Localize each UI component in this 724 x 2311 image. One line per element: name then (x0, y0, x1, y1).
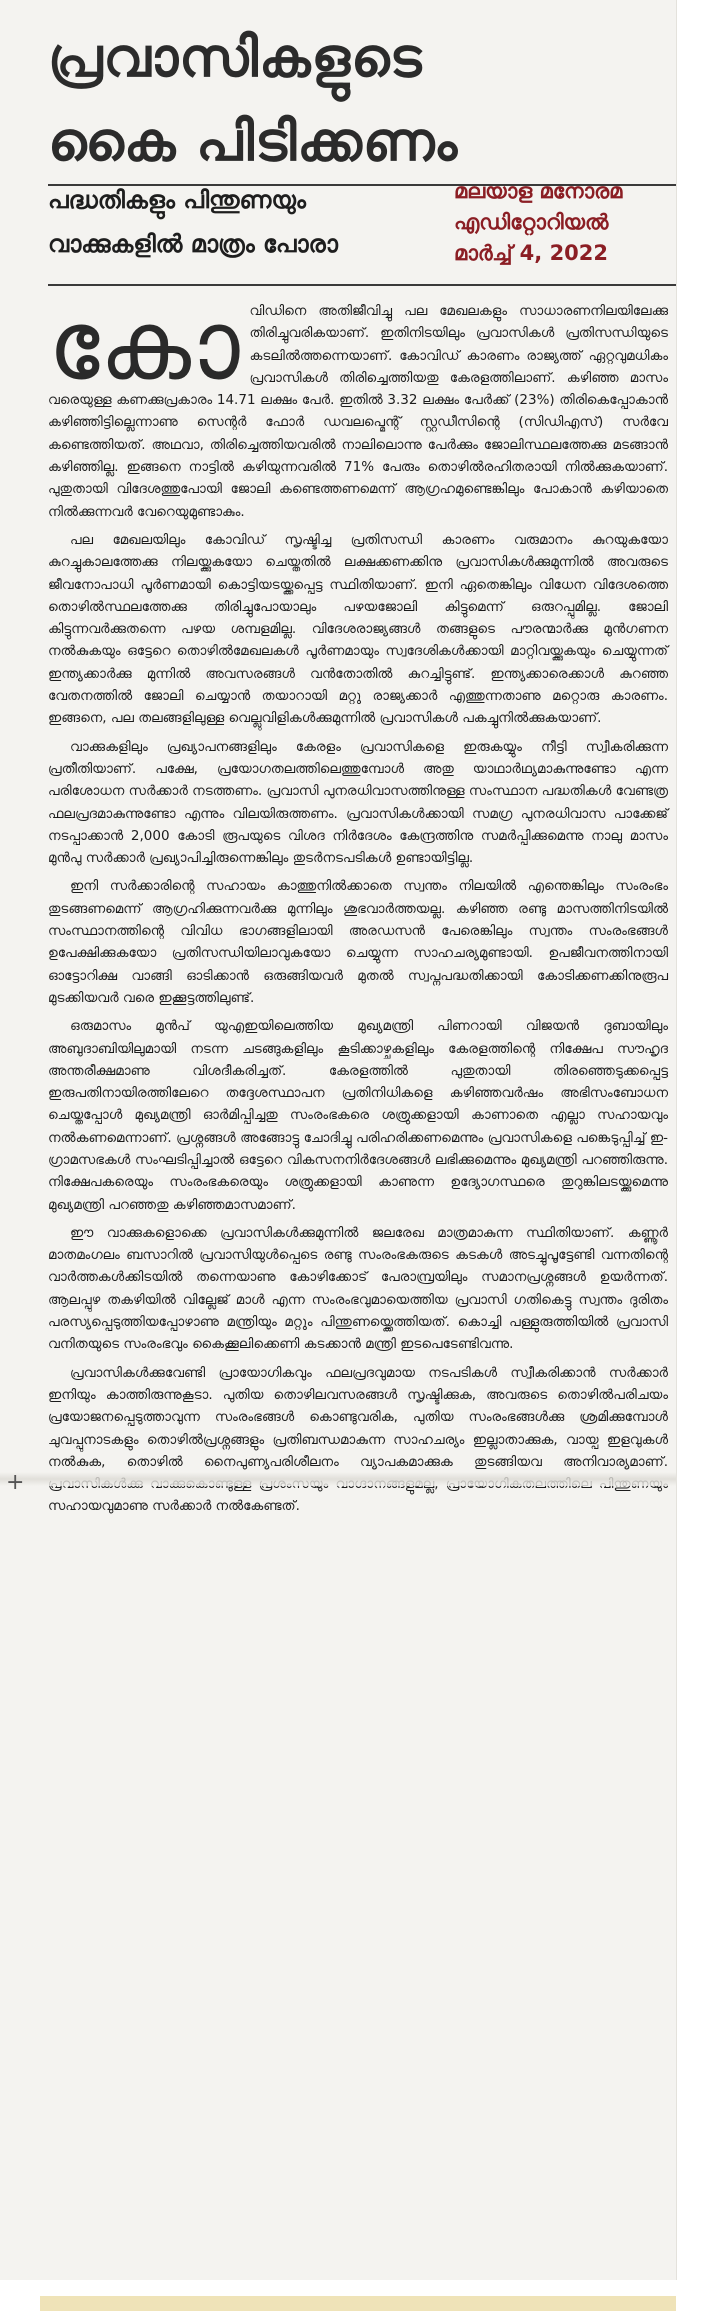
headline (48, 16, 648, 184)
bottom-strip (40, 2296, 676, 2311)
subheadline-line-1: പദ്ധതികളും പിന്തുണയും (48, 186, 306, 214)
page-fold (0, 1472, 676, 1486)
source-section: എഡിറ്റോറിയൽ (454, 210, 609, 234)
subheadline-line-2: വാക്കുകളിൽ മാത്രം പോരാ (48, 230, 338, 258)
drop-cap: കോ (48, 289, 240, 401)
subheadline (48, 178, 438, 266)
paragraph-7: പ്രവാസികൾക്കുവേണ്ടി പ്രായോഗികവും ഫലപ്രദവുമായ നടപടികൾ സ്വീകരിക്കാൻ സർക്കാർ ഇനിയും കാത്തിരുന്നുകൂടാ. പുതിയ തൊഴിലവസരങ്ങൾ സൃഷ്ടിക്കുക, അവരുടെ തൊഴിൽപരിചയം പ്രയോജനപ്പെടുത്താവുന്ന സംരംഭങ്ങൾ കൊണ്ടുവരിക, പുതിയ സംരംഭങ്ങൾക്കു ശ്രമിക്കുമ്പോൾ ചുവപ്പുനാടകളും തൊഴിൽപ്രശ്നങ്ങളും പ്രതിബന്ധമാകുന്ന സാഹചര്യം ഇല്ലാതാക്കുക, വായ്പ ഇളവുകൾ നൽകുക, തൊഴിൽ നൈപുണ്യപരിശീലനം വ്യാപകമാക്കുക തുടങ്ങിയവ അനിവാര്യമാണ്. സഹായവുമാണു സർക്കാർ നൽകേണ്ടത്. (48, 1364, 668, 1515)
source-publication: മലയാള മനോരമ (454, 179, 623, 203)
headline-line-2: കൈ പിടിക്കണം (48, 110, 459, 173)
source-date: മാർച്ച് 4, 2022 (454, 241, 609, 265)
paragraph-5: ഒരുമാസം മുൻപ് യുഎഇയിലെത്തിയ മുഖ്യമന്ത്രി പിണറായി വിജയൻ ദുബായിലും അബുദാബിയിലുമായി നടന്ന ചടങ്ങുകളിലും കൂടിക്കാഴ്ചകളിലും കേരളത്തിന്റെ നിക്ഷേപ സൗഹൃദ അന്തരീക്ഷമാണു വിശദീകരിച്ചത്. കേരളത്തിൽ പുതുതായി തിരഞ്ഞെടുക്കപ്പെട്ട ഇരുപതിനായിരത്തിലേറെ തദ്ദേശസ്ഥാപന പ്രതിനിധികളെ കഴിഞ്ഞവർഷം അഭിസംബോധന ചെയ്തപ്പോൾ മുഖ്യമന്ത്രി ഓർമിപ്പിച്ചതു സംരംഭകരെ ശത്രുക്കളായി കാണാതെ എല്ലാ സഹായവും നൽകണമെന്നാണ്. പ്രശ്നങ്ങൾ അങ്ങോട്ടു ചോദിച്ചു പരിഹരിക്കണമെന്നും പ്രവാസികളെ പങ്കെടുപ്പിച്ച് ഇ-ഗ്രാമസഭകൾ സംഘടിപ്പിച്ചാൽ ഒട്ടേറെ വികസനനിർദേശങ്ങൾ ലഭിക്കുമെന്നും മുഖ്യമന്ത്രി പറഞ്ഞിരുന്നു. നിക്ഷേപകരെയും സംരംഭകരെയും ശത്രുക്കളായി കാണുന്ന ഉദ്യോഗസ്ഥരെ തുറുങ്കിലടയ്ക്കുമെന്നു മുഖ്യമന്ത്രി പറഞ്ഞതു കഴിഞ്ഞമാസമാണ്. (48, 1018, 668, 1213)
paragraph-2: പല മേഖലയിലും കോവിഡ് സൃഷ്ടിച്ച പ്രതിസന്ധി കാരണം വരുമാനം കുറയുകയോ കുറച്ചുകാലത്തേക്കു നിലയ്ക്കുകയോ ചെയ്തതിൽ ലക്ഷക്കണക്കിനു പ്രവാസികൾക്കുമുന്നിൽ അവരുടെ ജീവനോപാധി പൂർണമായി കൊട്ടിയടയ്ക്കപ്പെട്ട സ്ഥിതിയാണ്. ഇനി ഏതെങ്കിലും വിധേന വിദേശത്തെ തൊഴിൽസ്ഥലത്തേക്കു തിരിച്ചുപോയാലും പഴയജോലി കിട്ടുമെന്ന് ഒരുറപ്പുമില്ല. ജോലി കിട്ടുന്നവർക്കുതന്നെ പഴയ ശമ്പളമില്ല. വിദേശരാജ്യങ്ങൾ തങ്ങളുടെ പൗരന്മാർക്കു മുൻഗണന നൽകുകയും ഒട്ടേറെ തൊഴിൽമേഖലകൾ പൂർണമായും സ്വദേശികൾക്കായി മാറ്റിവയ്ക്കുകയും ചെയ്യുന്നത് ഇന്ത്യക്കാർക്കു മുന്നിൽ അവസരങ്ങൾ വൻതോതിൽ കുറച്ചിട്ടുണ്ട്. ഇന്ത്യക്കാരെക്കാൾ കുറഞ്ഞ വേതനത്തിൽ ജോലി ചെയ്യാൻ തയാറായി മറ്റു രാജ്യക്കാർ എത്തുന്നതാണു മറ്റൊരു കാരണം. ഇങ്ങനെ, പല തലങ്ങളിലുള്ള വെല്ലുവിളികൾക്കുമുന്നിൽ പ്രവാസികൾ പകച്ചുനിൽക്കുകയാണ്. (48, 531, 668, 727)
paragraph-3: വാക്കുകളിലും പ്രഖ്യാപനങ്ങളിലും കേരളം പ്രവാസികളെ ഇരുകയ്യും നീട്ടി സ്വീകരിക്കുന്ന പ്രതീതിയാണ്. പക്ഷേ, പ്രയോഗതലത്തിലെത്തുമ്പോൾ അതു യാഥാർഥ്യമാകുന്നുണ്ടോ എന്ന പരിശോധന സർക്കാർ നടത്തണം. പ്രവാസി പുനരധിവാസത്തിനുള്ള സംസ്ഥാന പദ്ധതികൾ വേണ്ടത്ര ഫലപ്രദമാകുന്നുണ്ടോ എന്നും വിലയിരുത്തണം. പ്രവാസികൾക്കായി സമഗ്ര പുനരധിവാസ പാക്കേജ് നടപ്പാക്കാൻ 2,000 കോടി രൂപയുടെ വിശദ നിർദേശം കേന്ദ്രത്തിനു സമർപ്പിക്കുമെന്നു നാലു മാസം മുൻപു സർക്കാർ പ്രഖ്യാപിച്ചിരുന്നെങ്കിലും തുടർനടപടികൾ ഉണ്ടായിട്ടില്ല. (48, 738, 668, 867)
article-body (48, 289, 668, 1524)
headline-line-1: പ്രവാസികളുടെ (48, 26, 423, 89)
paragraph-1-text: വിഡിനെ അതിജീവിച്ചു പല മേഖലകളും സാധാരണനിലയിലേക്കു തിരിച്ചുവരികയാണ്. ഇതിനിടയിലും പ്രവാസികൾ പ്രതിസന്ധിയുടെ കടലിൽത്തന്നെയാണ്. കോവിഡ് കാരണം രാജ്യത്ത് ഏറ്റവുമധികം പ്രവാസികൾ തിരിച്ചെത്തിയതു കേരളത്തിലാണ്. കഴിഞ്ഞ മാസം വരെയുള്ള കണക്കുപ്രകാരം 14.71 ലക്ഷം പേർ. ഇതിൽ 3.32 ലക്ഷം പേർക്ക് (23%) തിരികെപ്പോകാൻ കഴിഞ്ഞിട്ടില്ലെന്നാണു സെന്റർ ഫോർ ഡവലപ്മെന്റ് സ്റ്റഡീസിന്റെ (സിഡിഎസ്) സർവേ കണ്ടെത്തിയത്. അഥവാ, തിരിച്ചെത്തിയവരിൽ നാലിലൊന്നു പേർക്കും ജോലിസ്ഥലത്തേക്കു മടങ്ങാൻ കഴിഞ്ഞില്ല. ഇങ്ങനെ നാട്ടിൽ കഴിയുന്നവരിൽ 71% പേരും തൊഴിൽരഹിതരായി നിൽക്കുകയാണ്. പുതുതായി വിദേശത്തുപോയി ജോലി കണ്ടെത്തണമെന്ന് ആഗ്രഹമുണ്ടെങ്കിലും പോകാൻ കഴിയാതെ നിൽക്കുന്നവർ വേറെയുമുണ്ടാകും. (48, 303, 668, 520)
paragraph-4: ഇനി സർക്കാരിന്റെ സഹായം കാത്തുനിൽക്കാതെ സ്വന്തം നിലയിൽ എന്തെങ്കിലും സംരംഭം തുടങ്ങണമെന്ന് ആഗ്രഹിക്കുന്നവർക്കു മുന്നിലും ശുഭവാർത്തയല്ല. കഴിഞ്ഞ രണ്ടു മാസത്തിനിടയിൽ സംസ്ഥാനത്തിന്റെ വിവിധ ഭാഗങ്ങളിലായി അരഡസൻ പേരെങ്കിലും സ്വന്തം സംരംഭങ്ങൾ ഉപേക്ഷിക്കുകയോ പ്രതിസന്ധിയിലാവുകയോ ചെയ്യുന്ന സാഹചര്യമുണ്ടായി. ഉപജീവനത്തിനായി ഓട്ടോറിക്ഷ വാങ്ങി ഓടിക്കാൻ ഒരുങ്ങിയവർ മുതൽ സ്വപ്നപദ്ധതിക്കായി കോടിക്കണക്കിനുരൂപ മുടക്കിയവർ വരെ ഇക്കൂട്ടത്തിലുണ്ട്. (48, 878, 668, 1006)
paragraph-1 (48, 289, 668, 523)
source-note (454, 176, 674, 269)
crop-mark: + (6, 1470, 25, 1495)
subhead-rule (48, 284, 676, 286)
paragraph-6: ഈ വാക്കുകളൊക്കെ പ്രവാസികൾക്കുമുന്നിൽ ജലരേഖ മാത്രമാകുന്ന സ്ഥിതിയാണ്. കണ്ണൂർ മാതമംഗലം ബസാറിൽ പ്രവാസിയുൾപ്പെടെ രണ്ടു സംരംഭകരുടെ കടകൾ അടച്ചുപൂട്ടേണ്ടി വന്നതിന്റെ വാർത്തകൾക്കിടയിൽ തന്നെയാണു കോഴിക്കോട് പേരാമ്പ്രയിലും സമാനപ്രശ്നങ്ങൾ ഉയർന്നത്. ആലപ്പുഴ തകഴിയിൽ വില്ലേജ് മാൾ എന്ന സംരംഭവുമായെത്തിയ പ്രവാസി ഗതികെട്ടു സ്വന്തം ദുരിതം പരസ്യപ്പെടുത്തിയപ്പോഴാണു മന്ത്രിയും മറ്റും പിന്തുണയ്ക്കെത്തിയത്. കൊച്ചി പള്ളുരുത്തിയിൽ പ്രവാസി വനിതയുടെ സംരംഭവും കൈക്കൂലിക്കെണി കടക്കാൻ മന്ത്രി ഇടപെടേണ്ടിവന്നു. (48, 1224, 668, 1353)
